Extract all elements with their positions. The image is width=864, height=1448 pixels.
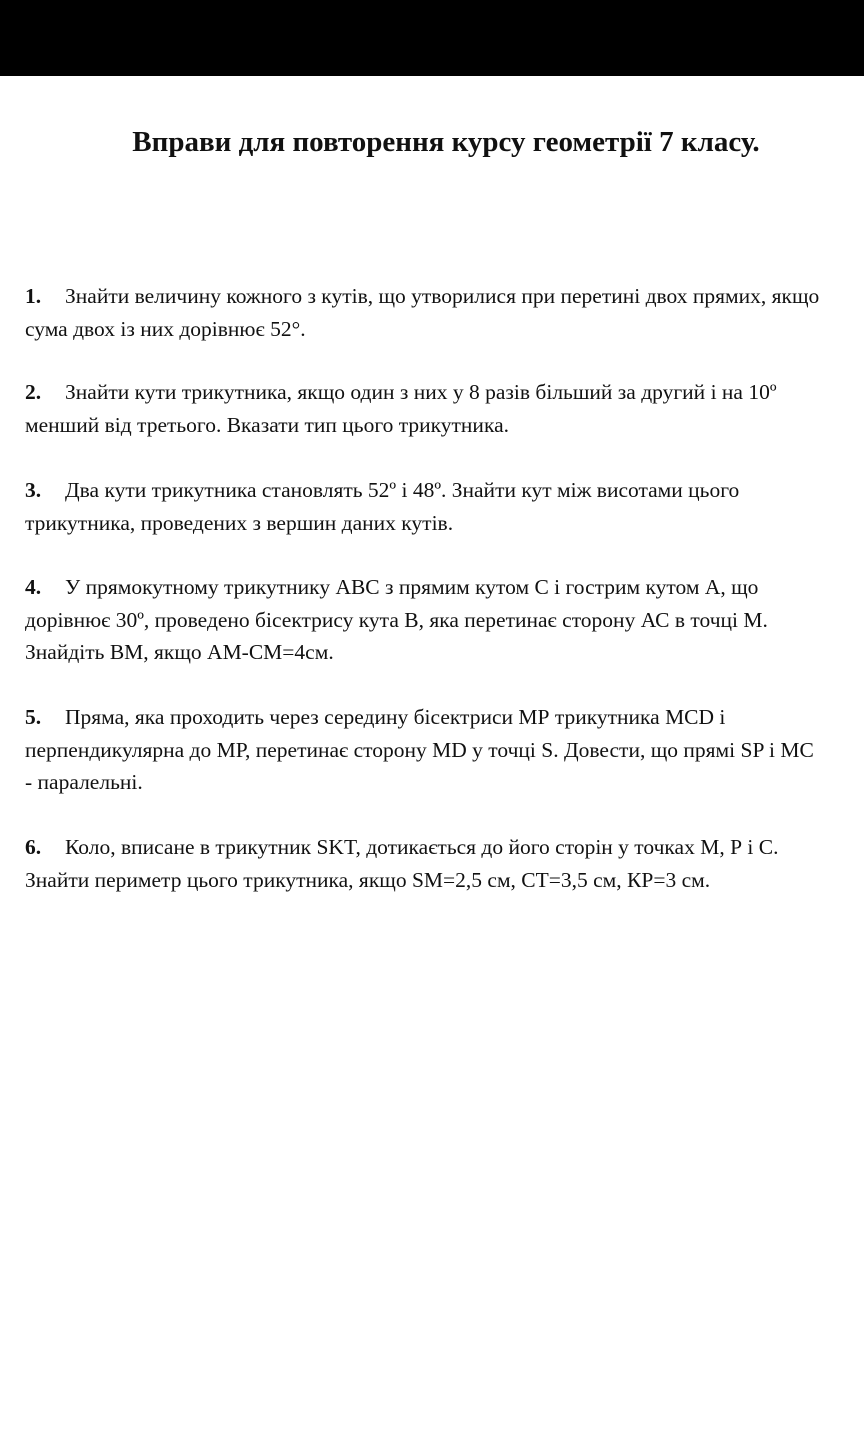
exercise-5 [25, 701, 825, 799]
exercise-2 [25, 376, 825, 441]
exercise-1-text: Знайти величину кожного з кутів, що утворилися при перетині двох прямих, якщо сума двох із них дорівнює 52°. [25, 284, 820, 341]
exercise-3-text: Два кути трикутника становлять 52º і 48º. Знайти кут між висотами цього трикутника, проведених з вершин даних кутів. [25, 478, 740, 535]
exercise-6-number: 6. [25, 835, 42, 859]
page-title: Вправи для повторення курсу геометрії 7 класу. [132, 126, 760, 158]
top-status-bar [0, 0, 864, 76]
exercise-2-text: Знайти кути трикутника, якщо один з них у 8 разів більший за другий і на 10º менший від третього. Вказати тип цього трикутника. [25, 380, 777, 437]
exercise-3-number: 3. [25, 478, 42, 502]
exercise-2-number: 2. [25, 380, 42, 404]
exercise-1 [25, 280, 825, 345]
exercise-4-number: 4. [25, 575, 42, 599]
exercise-6 [25, 831, 825, 896]
exercise-5-text: Пряма, яка проходить через середину бісектриси МР трикутника МСD і перпендикулярна до МР, перетинає сторону МD у точці S. Довести, що прямі SP і МС - паралельні. [25, 705, 814, 794]
exercise-3 [25, 474, 825, 539]
exercise-4 [25, 571, 825, 669]
exercise-1-number: 1. [25, 284, 42, 308]
exercise-5-number: 5. [25, 705, 42, 729]
exercise-6-text: Коло, вписане в трикутник SKT, дотикається до його сторін у точках М, Р і С. Знайти периметр цього трикутника, якщо SM=2,5 см, CT=3,5 см, КР=3 см. [25, 835, 779, 892]
exercise-4-text: У прямокутному трикутнику АВС з прямим кутом С і гострим кутом А, що дорівнює 30º, проведено бісектрису кута В, яка перетинає сторону АС в точці М. Знайдіть ВМ, якщо АМ-СМ=4см. [25, 575, 768, 664]
